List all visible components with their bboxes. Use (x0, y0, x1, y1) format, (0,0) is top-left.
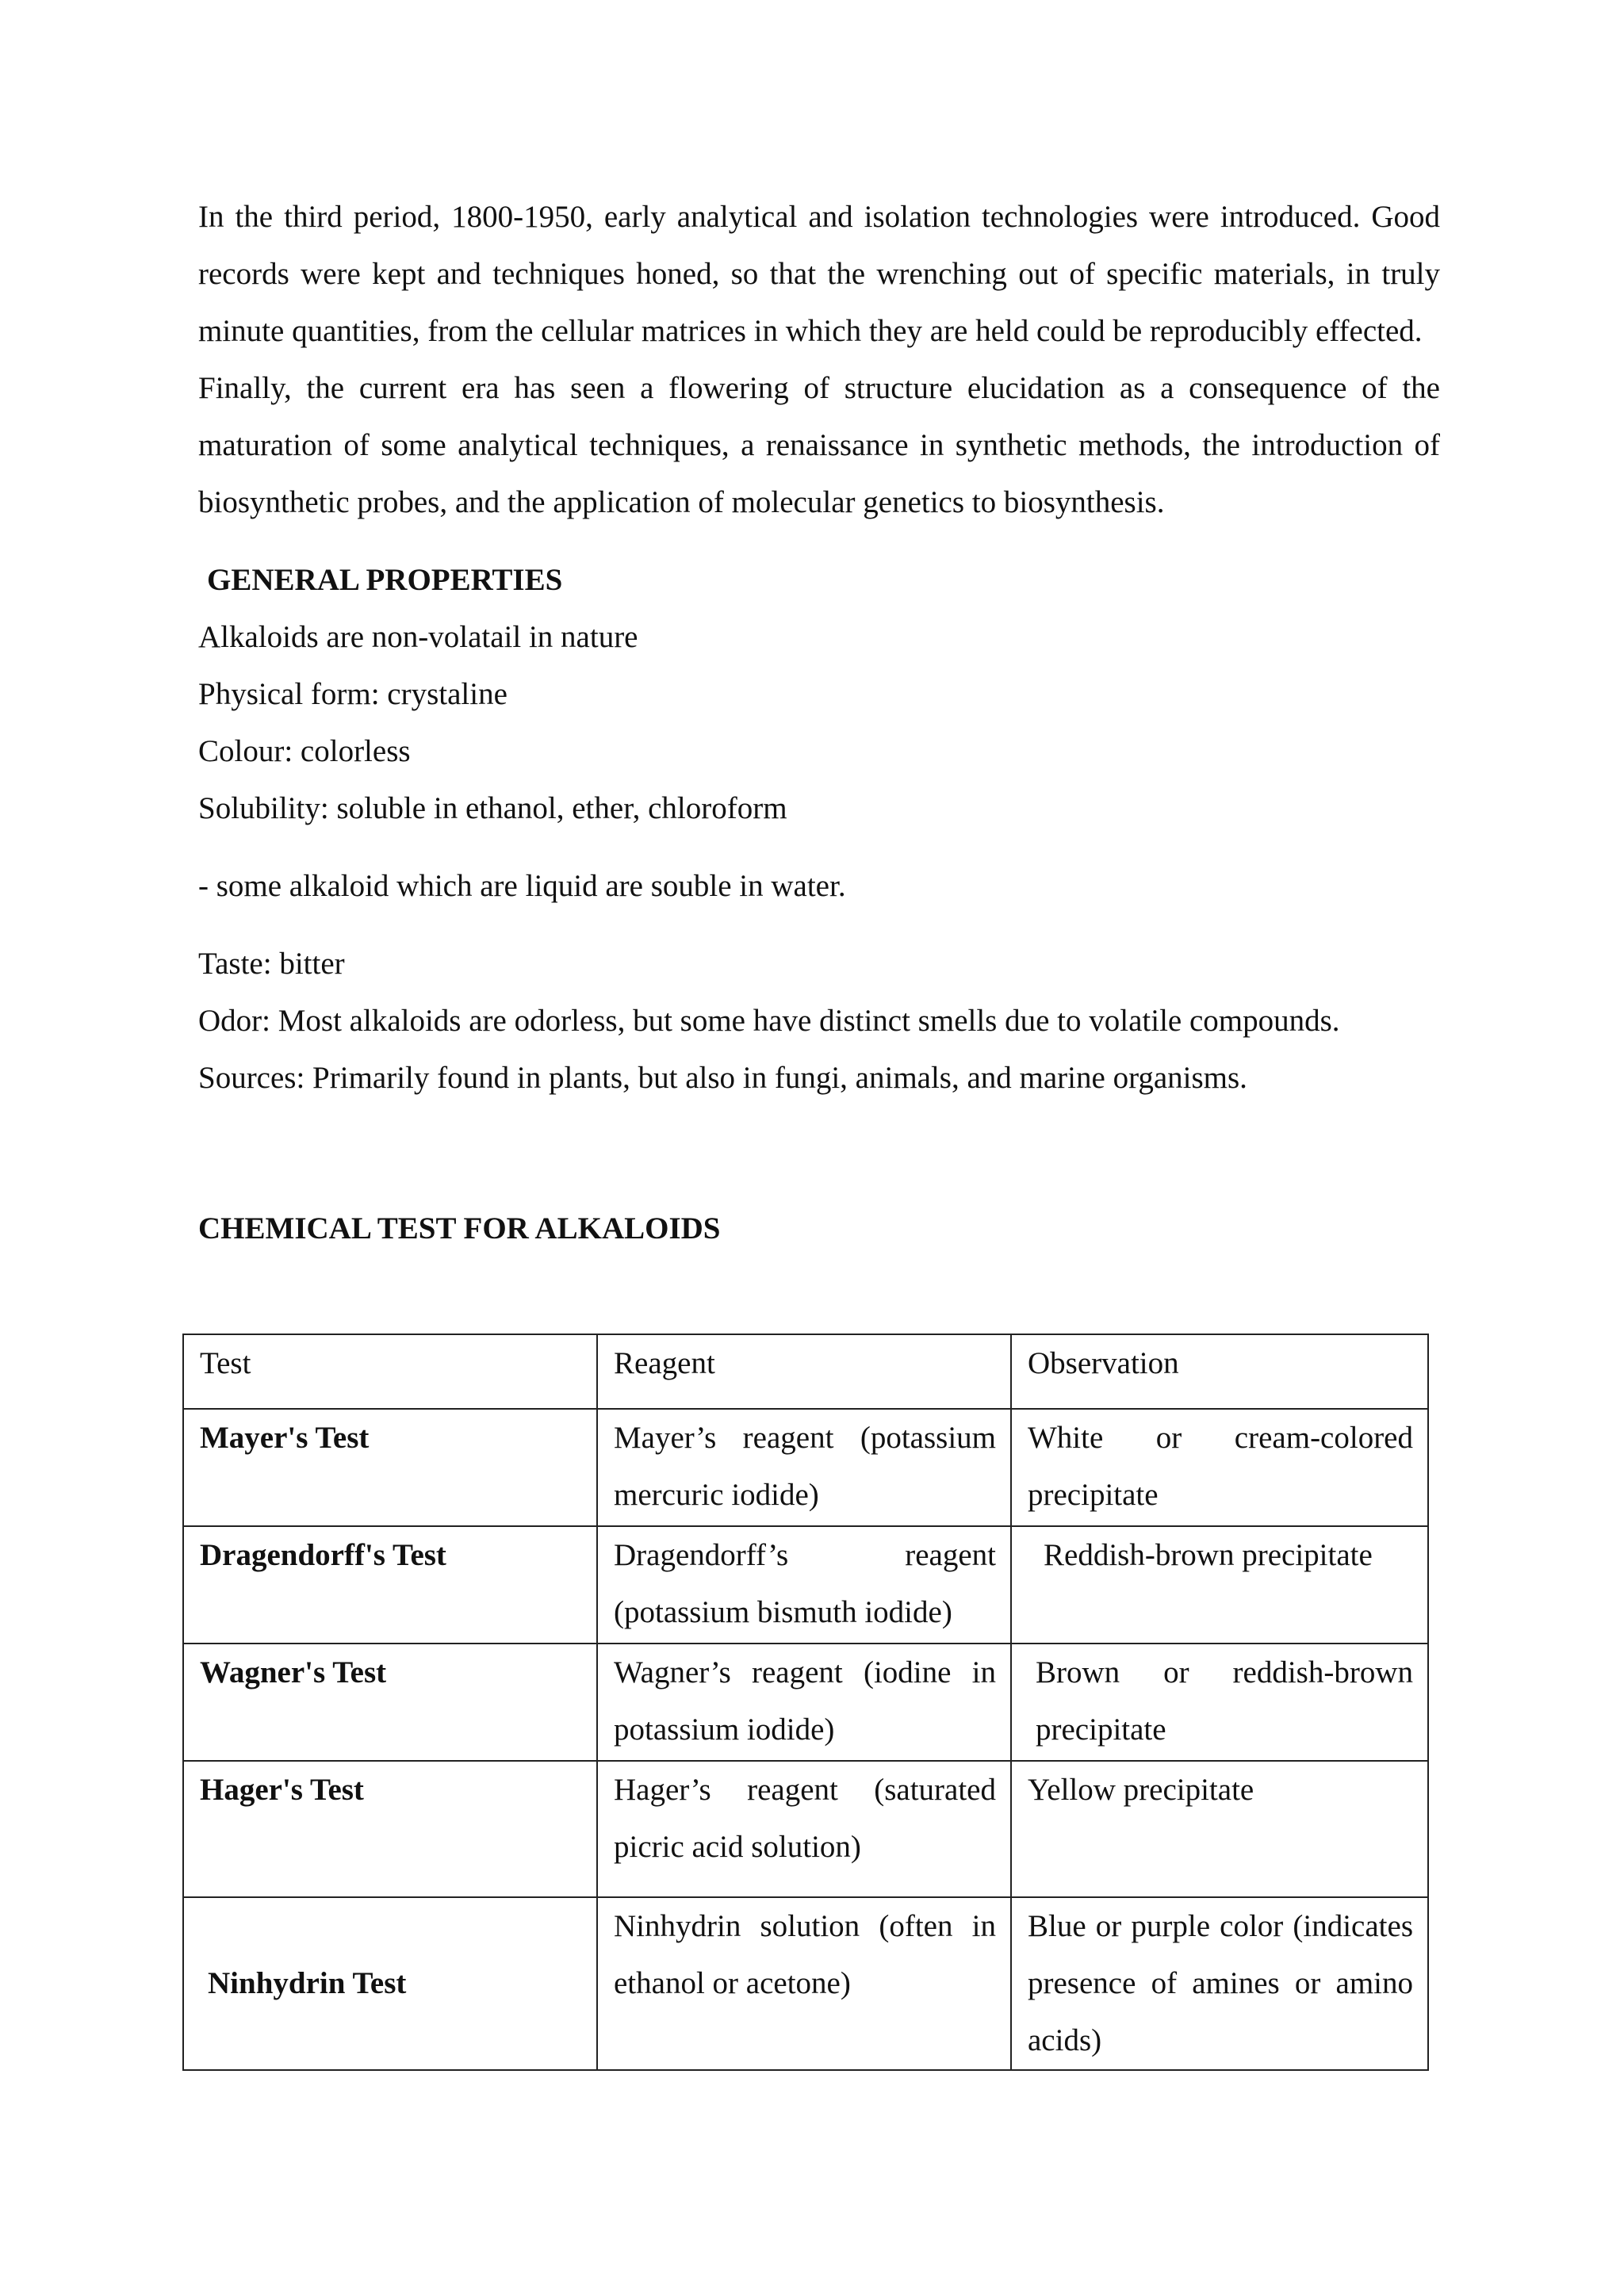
observation-cell: Reddish-brown precipitate (1011, 1526, 1428, 1644)
table-row (183, 1409, 1428, 1526)
intro-paragraph-1: In the third period, 1800-1950, early analytical and isolation technologies were introduced. Good records were kept and techniques honed, so that the wrenching out of specific materials, in truly minute quantities, from the cellular matrices in which they are held could be reproducibly effected. (198, 200, 1440, 348)
test-name-cell: Hager's Test (183, 1761, 597, 1897)
column-header-reagent: Reagent (597, 1334, 1011, 1409)
column-header-observation: Observation (1011, 1334, 1428, 1409)
property-sources: Sources: Primarily found in plants, but also in fungi, animals, and marine organisms. (198, 1061, 1247, 1095)
property-taste: Taste: bitter (198, 947, 345, 981)
property-solubility: Solubility: soluble in ethanol, ether, chloroform (198, 791, 787, 825)
intro-paragraph-2: Finally, the current era has seen a flowering of structure elucidation as a consequence of the maturation of some analytical techniques, a renaissance in synthetic methods, the introduction of biosynthetic probes, and the application of molecular genetics to biosynthesis. (198, 371, 1440, 519)
document-page (198, 189, 1440, 1257)
observation-cell: Blue or purple color (indicates presence of amines or amino acids) (1011, 1897, 1428, 2070)
test-name-cell: Ninhydrin Test (183, 1897, 597, 2070)
reagent-cell: Ninhydrin solution (often in ethanol or acetone) (597, 1897, 1011, 2070)
observation-cell: White or cream-colored precipitate (1011, 1409, 1428, 1526)
table-header-row (183, 1334, 1428, 1409)
property-physical-form: Physical form: crystaline (198, 677, 508, 711)
table-row (183, 1526, 1428, 1644)
observation-cell: Brown or reddish-brown precipitate (1011, 1644, 1428, 1761)
chemical-test-heading: CHEMICAL TEST FOR ALKALOIDS (198, 1211, 721, 1246)
reagent-cell: Wagner’s reagent (iodine in potassium iodide) (597, 1644, 1011, 1761)
test-name-cell: Dragendorff's Test (183, 1526, 597, 1644)
table-row (183, 1644, 1428, 1761)
table-row (183, 1761, 1428, 1897)
test-name-cell: Wagner's Test (183, 1644, 597, 1761)
table-row (183, 1897, 1428, 2070)
general-properties-heading: GENERAL PROPERTIES (207, 563, 563, 597)
property-nature: Alkaloids are non-volatail in nature (198, 620, 638, 654)
reagent-cell: Dragendorff’s reagent (potassium bismuth iodide) (597, 1526, 1011, 1644)
reagent-cell: Mayer’s reagent (potassium mercuric iodide) (597, 1409, 1011, 1526)
property-odor: Odor: Most alkaloids are odorless, but some have distinct smells due to volatile compounds. (198, 1004, 1340, 1038)
reagent-cell: Hager’s reagent (saturated picric acid solution) (597, 1761, 1011, 1897)
property-colour: Colour: colorless (198, 734, 411, 768)
test-name-cell: Mayer's Test (183, 1409, 597, 1526)
property-solubility-note: - some alkaloid which are liquid are souble in water. (198, 869, 846, 903)
observation-cell: Yellow precipitate (1011, 1761, 1428, 1897)
chemical-test-table (182, 1334, 1429, 2071)
column-header-test: Test (183, 1334, 597, 1409)
